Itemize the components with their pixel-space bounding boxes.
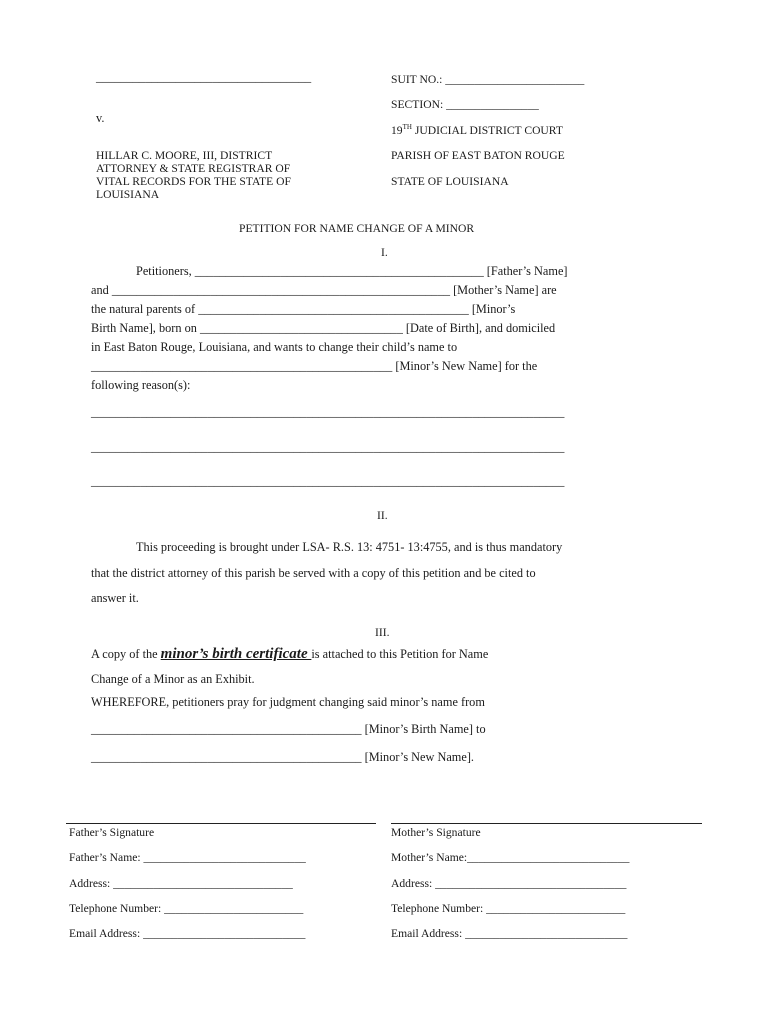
mother-name-field[interactable]: Mother’s Name:____________________________ (391, 851, 630, 864)
section-1-line[interactable]: _________________________________________________ [Minor’s New Name] for the (91, 359, 538, 373)
section-2-line: answer it. (91, 591, 139, 605)
suit-number-field[interactable]: SUIT NO.: ________________________ (391, 73, 585, 86)
court-name (391, 123, 563, 138)
section-heading-3: III. (375, 626, 390, 639)
mother-signature-label: Mother’s Signature (391, 826, 481, 839)
versus-label: v. (96, 111, 105, 125)
section-field[interactable]: SECTION: ________________ (391, 98, 539, 111)
mother-email-field[interactable]: Email Address: ____________________________ (391, 927, 628, 940)
petition-title: PETITION FOR NAME CHANGE OF A MINOR (239, 222, 475, 235)
birth-certificate-emphasis: minor’s birth certificate (160, 646, 312, 662)
section-1-line: in East Baton Rouge, Louisiana, and wants to change their child’s name to (91, 340, 458, 354)
reason-blank[interactable]: _____________________________________________________________________________ (91, 440, 565, 454)
copy-suffix: is attached to this Petition for Name (311, 647, 489, 661)
plaintiff-blank[interactable]: ___________________________________ (96, 70, 312, 84)
reason-blank[interactable]: _____________________________________________________________________________ (91, 474, 565, 488)
section-heading-1: I. (381, 246, 388, 259)
section-1-line[interactable]: and _______________________________________________________ [Mother’s Name] are (91, 283, 557, 297)
father-signature-line[interactable] (66, 823, 376, 824)
defendant-line: ATTORNEY & STATE REGISTRAR OF (96, 162, 291, 175)
father-email-field[interactable]: Email Address: ____________________________ (69, 927, 306, 940)
mother-address-field[interactable]: Address: _________________________________ (391, 877, 627, 890)
section-3-line: Change of a Minor as an Exhibit. (91, 672, 255, 686)
section-3-line: WHEREFORE, petitioners pray for judgment changing said minor’s name from (91, 695, 485, 709)
mother-telephone-field[interactable]: Telephone Number: ________________________ (391, 902, 626, 915)
state-name: STATE OF LOUISIANA (391, 175, 509, 188)
father-signature-label: Father’s Signature (69, 826, 155, 839)
section-3-line[interactable]: ____________________________________________ [Minor’s Birth Name] to (91, 722, 486, 736)
mother-signature-line[interactable] (391, 823, 702, 824)
court-number: 19 (391, 124, 403, 137)
copy-prefix: A copy of the (91, 647, 161, 661)
section-2-line: that the district attorney of this parish be served with a copy of this petition and be cited to (91, 566, 536, 580)
section-1-line[interactable]: the natural parents of ____________________________________________ [Minor’s (91, 302, 516, 316)
father-telephone-field[interactable]: Telephone Number: ________________________ (69, 902, 304, 915)
section-2-line: This proceeding is brought under LSA- R.S. 13: 4751- 13:4755, and is thus mandatory (136, 540, 563, 554)
defendant-line: HILLAR C. MOORE, III, DISTRICT (96, 149, 273, 162)
section-1-line: following reason(s): (91, 378, 191, 392)
defendant-line: VITAL RECORDS FOR THE STATE OF (96, 175, 291, 188)
court-name-rest: JUDICIAL DISTRICT COURT (411, 124, 563, 137)
defendant-line: LOUISIANA (96, 188, 160, 201)
father-name-field[interactable]: Father’s Name: ____________________________ (69, 851, 306, 864)
father-address-field[interactable]: Address: _______________________________ (69, 877, 293, 890)
birth-certificate-sentence (91, 646, 488, 663)
court-ordinal: TH (402, 123, 412, 132)
section-3-line[interactable]: ____________________________________________ [Minor’s New Name]. (91, 750, 474, 764)
parish-name: PARISH OF EAST BATON ROUGE (391, 149, 565, 162)
section-heading-2: II. (377, 509, 388, 522)
reason-blank[interactable]: _____________________________________________________________________________ (91, 405, 565, 419)
section-1-line[interactable]: Petitioners, _______________________________________________ [Father’s Name] (136, 264, 568, 278)
section-1-line[interactable]: Birth Name], born on _________________________________ [Date of Birth], and domiciled (91, 321, 556, 335)
